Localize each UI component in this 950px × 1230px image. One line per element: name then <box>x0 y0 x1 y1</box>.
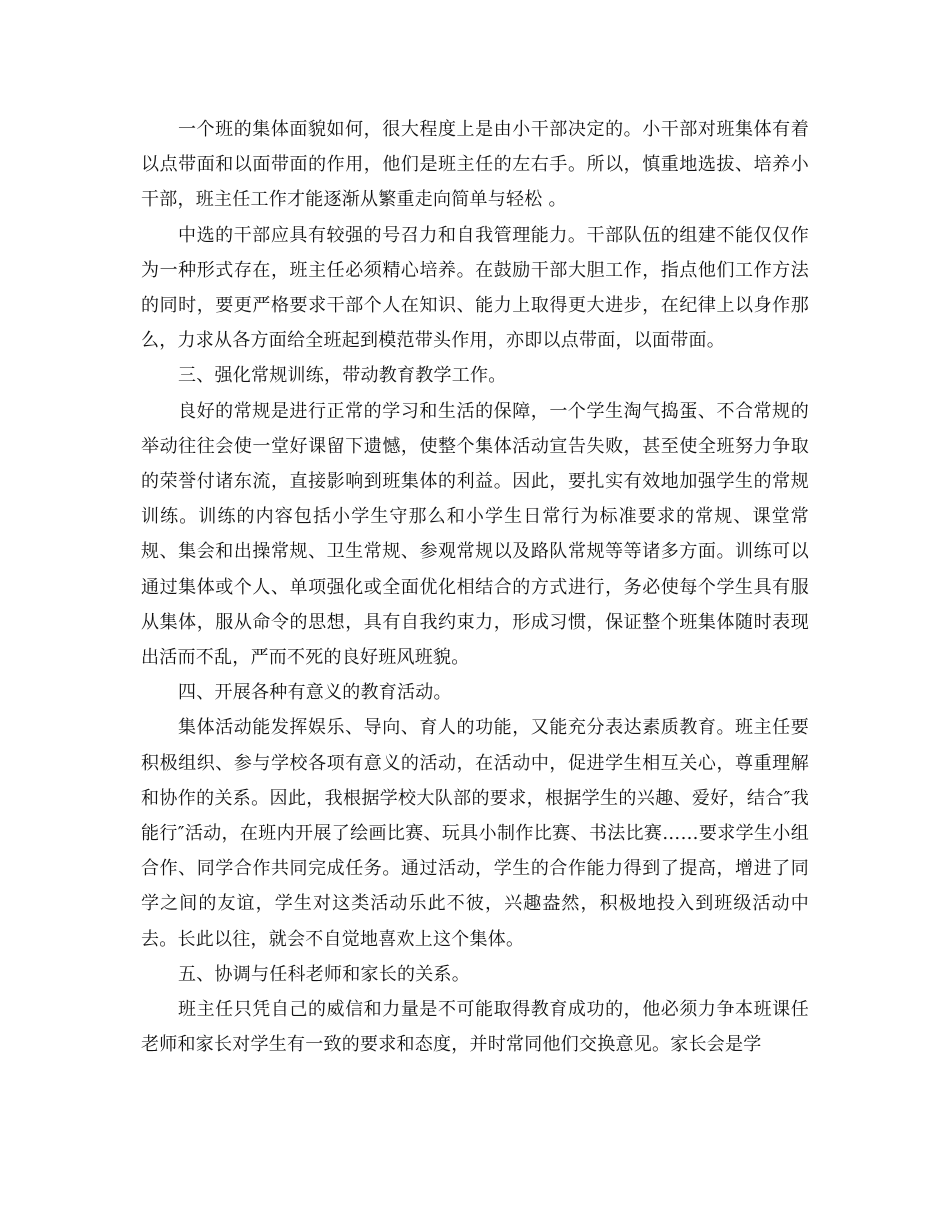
paragraph-cadre-role: 一个班的集体面貌如何，很大程度上是由小干部决定的。小干部对班集体有着以点带面和以面带面的作用，他们是班主任的左右手。所以，慎重地选拔、培养小干部，班主任工作才能逐渐从繁重走向简单与轻松 。 <box>141 119 809 211</box>
paragraph-routine-training: 良好的常规是进行正常的学习和生活的保障，一个学生淘气捣蛋、不合常规的举动往往会使一堂好课留下遗憾，使整个集体活动宣告失败，甚至使全班努力争取的荣誉付诸东流，直接影响到班集体的利益。因此，要扎实有效地加强学生的常规训练。训练的内容包括小学生守那么和小学生日常行为标准要求的常规、课堂常规、集会和出操常规、卫生常规、参观常规以及路队常规等等诸多方面。训练可以通过集体或个人、单项强化或全面优化相结合的方式进行，务必使每个学生具有服从集体，服从命令的思想，具有自我约束力，形成习惯，保证整个班集体随时表现出活而不乱，严而不死的良好班风班貌。 <box>141 400 809 669</box>
paragraph-education-activities: 集体活动能发挥娱乐、导向、育人的功能，又能充分表达素质教育。班主任要积极组织、参与学校各项有意义的活动，在活动中，促进学生相互关心，尊重理解和协作的关系。因此，我根据学校大队部的要求，根据学生的兴趣、爱好，结合″我能行″活动，在班内开展了绘画比赛、玩具小制作比赛、书法比赛……要求学生小组合作、同学合作共同完成任务。通过活动，学生的合作能力得到了提高，增进了同学之间的友谊，学生对这类活动乐此不彼，兴趣盎然，积极地投入到班级活动中去。长此以往，就会不自觉地喜欢上这个集体。 <box>141 717 809 950</box>
document-page <box>141 112 809 1062</box>
paragraph-cadre-training: 中选的干部应具有较强的号召力和自我管理能力。干部队伍的组建不能仅仅作为一种形式存在，班主任必须精心培养。在鼓励干部大胆工作，指点他们工作方法的同时，要更严格要求干部个人在知识、能力上取得更大进步，在纪律上以身作那么，力求从各方面给全班起到模范带头作用，亦即以点带面，以面带面。 <box>141 224 809 352</box>
heading-routine-training: 三、强化常规训练，带动教育教学工作。 <box>178 365 507 387</box>
heading-teacher-parent-relations: 五、协调与任科老师和家长的关系。 <box>178 963 470 985</box>
heading-education-activities: 四、开展各种有意义的教育活动。 <box>178 682 452 704</box>
paragraph-teacher-parent-relations: 班主任只凭自己的威信和力量是不可能取得教育成功的，他必须力争本班课任老师和家长对学生有一致的要求和态度，并时常同他们交换意见。家长会是学 <box>141 999 809 1056</box>
